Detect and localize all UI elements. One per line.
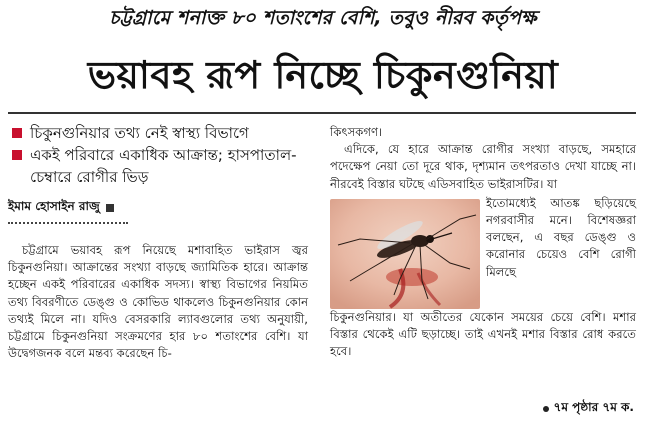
square-icon: [106, 204, 114, 212]
left-body: [8, 242, 308, 362]
byline-name: ইমাম হোসাইন রাজু: [8, 199, 100, 213]
left-column: [8, 122, 308, 362]
mosquito-icon: [330, 199, 480, 309]
bullet-text: চিকুনগুনিয়ার তথ্য নেই স্বাস্থ্য বিভাগে: [30, 124, 249, 142]
byline: [8, 198, 308, 218]
dot-icon: [543, 406, 549, 412]
paragraph: চিকুনগুনিয়ার। যা অতীতের যেকোন সময়ের চেয়ে বেশি। মশার বিস্তার থেকেই এটি ছড়াচ্ছে। তাই এখনই মশার বিস্তার রোধ করতে হবে।: [330, 309, 636, 359]
bullet-item: [8, 122, 308, 144]
red-square-bullet-icon: [12, 128, 22, 138]
dotted-divider: [8, 222, 128, 224]
paragraph: এদিকে, যে হারে আক্রান্ত রোগীর সংখ্যা বাড়ছে, সমহারে পদেক্ষেপ নেয়া তো দূরে থাক, দৃশ্যমান তৎপরতাও দেখা যাচ্ছে না। নীরবেই বিস্তার ঘটছে এডিসবাহিত ভাইরাসটির। যা: [330, 142, 636, 191]
kicker-headline: চট্টগ্রামে শনাক্ত ৮০ শতাংশের বেশি, তবুও নীরব কর্তৃপক্ষ: [109, 7, 537, 29]
wrap-text: ইতোমধ্যেই আতঙ্ক ছড়িয়েছে নগরবাসীর মনে। বিশেষজ্ঞরা বলছেন, এ বছর ডেঙ্গু ও করোনার চেয়েও বেশি রোগী মিলছে: [486, 195, 636, 279]
bullet-item: [8, 144, 308, 188]
main-headline: ভয়াবহ রূপ নিচ্ছে চিকুনগুনিয়া: [87, 53, 559, 97]
headline-rule: [8, 112, 636, 114]
paragraph: কিৎসকগণ।: [330, 125, 383, 139]
right-body: [330, 124, 636, 360]
red-square-bullet-icon: [12, 150, 22, 160]
figure-with-text: [330, 195, 636, 309]
mosquito-photo: [330, 199, 480, 309]
paragraph: চট্টগ্রামে ভয়াবহ রূপ নিয়েছে মশাবাহিত ভাইরাস জ্বর চিকুনগুনিয়া। আক্রান্তের সংখ্যা বাড়ছে জ্যামিতিক হারে। আক্রান্ত হচ্ছেন একই পরিবারের একাধিক সদস্য। স্বাস্থ্য বিভাগের নিয়মিত তথ্য বিবরণীতে ডেঙ্গু ও কোভিড থাকলেও চিকুনগুনিয়ার কোন তথ্যই মিলে না। যদিও বেসরকারি ল্যাবগুলোর তথ্য অনুযায়ী, চট্টগ্রামে চিকুনগুনিয়া সংক্রমণের হার ৮০ শতাংশের বেশি। যা উদ্বেগজনক বলে মন্তব্য করেছেন চি-: [8, 243, 308, 361]
right-column: [330, 124, 636, 360]
bullet-text: একই পরিবারে একাধিক আক্রান্ত; হাসপাতাল-চেম্বারে রোগীর ভিড়: [30, 146, 297, 186]
continued-note: [543, 399, 634, 419]
continued-text: ৭ম পৃষ্ঠার ৭ম ক.: [553, 400, 634, 414]
